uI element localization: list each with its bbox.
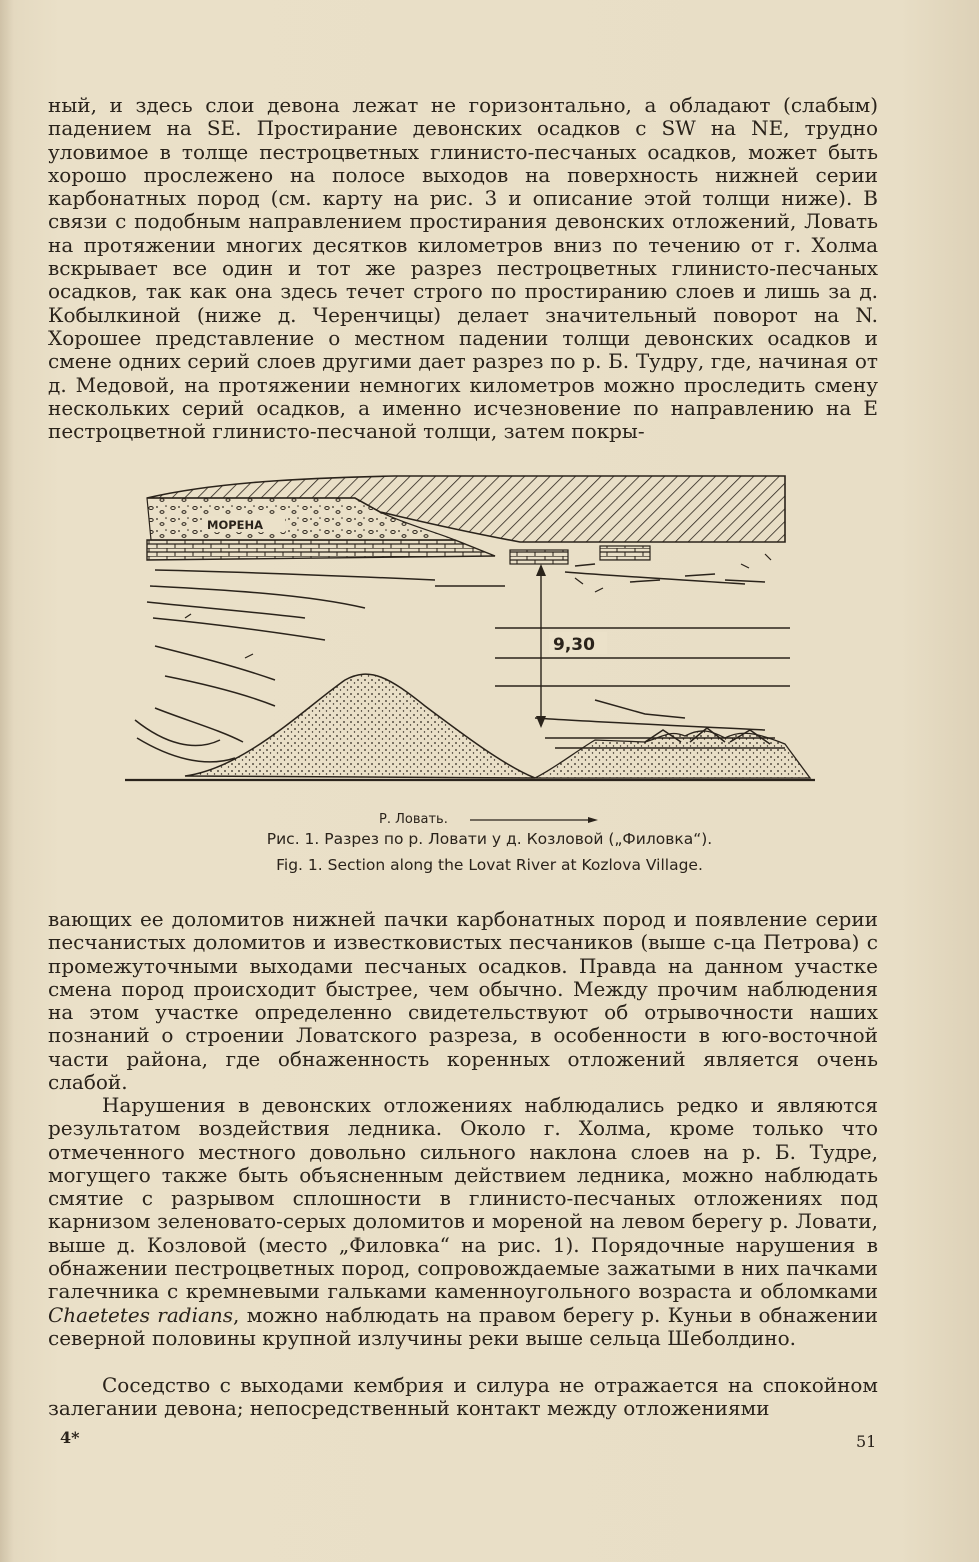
page-number: 51 xyxy=(856,1432,877,1451)
figure-caption-ru: Рис. 1. Разрез по р. Ловати у д. Козловой („Филовка“). xyxy=(266,830,713,848)
paragraph-2: вающих ее доломитов нижней пачки карбонатных пород и появление серии песчанистых доломитов и известковистых песчаников (выше с-ца Петрова) с промежуточными выходами песчаных осадков. Правда на данном участке смена пород происходит быстрее, чем обычно. Между прочим наблюдения на этом участке определенно свидетельствуют об отрывочности наших познаний о строении Ловатского разреза, в особенности в юго-восточной части района, где обнаженность коренных отложений является очень слабой. xyxy=(48,907,878,1095)
species-name: Chaetetes radians xyxy=(48,1302,234,1327)
river-label: Р. Ловать. xyxy=(379,812,448,827)
paragraph-1: ный, и здесь слои девона лежат не горизонтально, а обладают (слабым) падением на SE. Простирание девонских осадков с SW на NE, трудно уловимое в толще пестроцветных глинисто-песчаных осадков, может быть хорошо прослежено на полосе выходов на поверхность нижней серии карбонатных пород (см. карту на рис. 3 и описание этой толщи ниже). В связи с подобным направлением простирания девонских отложений, Ловать на протяжении многих десятков километров вниз по течению от г. Холма вскрывает все один и тот же разрез пестроцветных глинисто-песчаных осадков, так как она здесь течет строго по простиранию слоев и лишь за д. Кобылкиной (ниже д. Черенчицы) делает значительный поворот на N. Хорошее представление о местном падении толщи девонских осадков и смене одних серий слоев другими дает разрез по р. Б. Тудру, где, начиная от д. Медовой, на протяжении немногих километров можно проследить смену нескольких серий осадков, а именно исчезновение по направлению на E пестроцветной глинисто-песчаной толщи, затем покры- xyxy=(48,93,878,444)
height-label: 9,30 xyxy=(553,635,595,655)
arrow-right-icon xyxy=(470,815,600,825)
paragraph-3-text-a: Нарушения в девонских отложениях наблюдались редко и являются результатом воздействия ледника. Около г. Холма, кроме только что отмеченного местного довольно сильного наклона слоев на р. Б. Тудре, могущего также быть объясненным действием ледника, можно наблюдать смятие с разрывом сплошности в глинисто-песчаных отложениях под карнизом зеленовато-серых доломитов и мореной на левом берегу р. Ловати, выше д. Козловой (место „Филовка“ на рис. 1). Порядочные нарушения в обнажении пестроцветных пород, сопровождаемые зажатыми в них пачками галечника с кремневыми гальками каменноугольного возраста и обломками xyxy=(48,1093,878,1304)
figure-caption-en: Fig. 1. Section along the Lovat River at Kozlova Village. xyxy=(276,856,703,874)
paragraph-4: Соседство с выходами кембрия и силура не отражается на спокойном залегании девона; непосредственный контакт между отложениями xyxy=(48,1373,878,1421)
section-drawing xyxy=(125,468,815,798)
paragraph-3 xyxy=(48,1094,878,1350)
figure-section-diagram xyxy=(125,468,815,798)
paragraph-3-text-b: , можно наблюдать на правом берегу р. Куньи в обнажении северной половины крупной излучины реки выше сельца Шеболдино. xyxy=(48,1302,878,1350)
river-direction-label xyxy=(0,812,979,827)
moraine-label: МОРЕНА xyxy=(207,518,264,532)
signature-mark: 4* xyxy=(60,1428,80,1447)
